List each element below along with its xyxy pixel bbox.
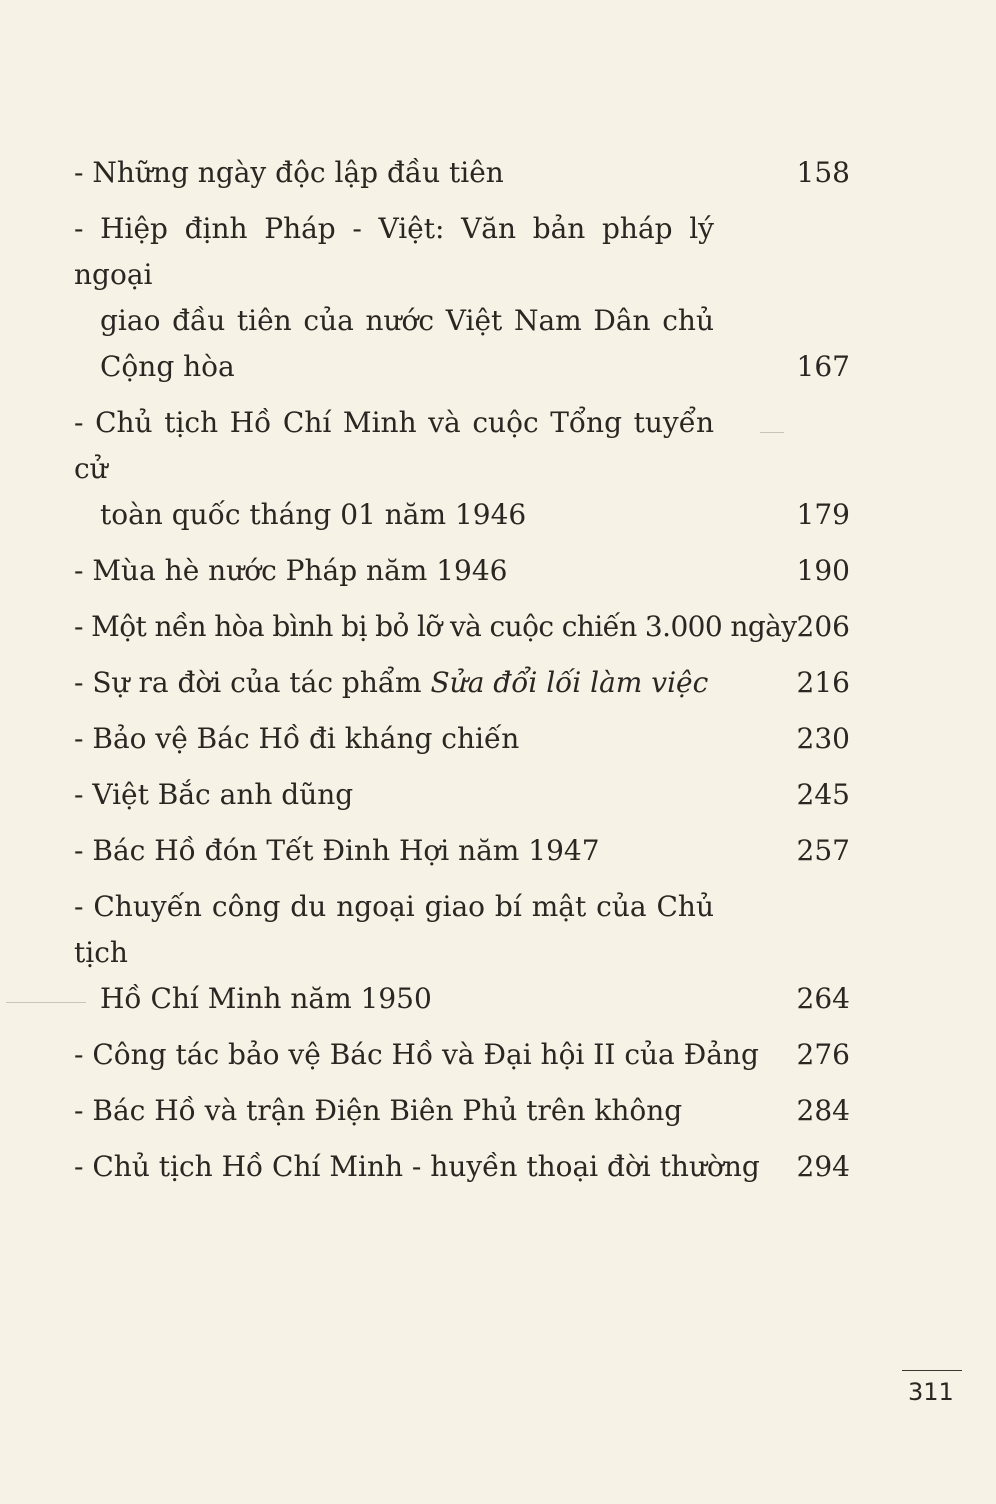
toc-entry: [74, 1032, 850, 1078]
book-title: Sửa đổi lối làm việc: [430, 666, 709, 699]
toc-entry-title: [74, 1144, 774, 1190]
toc-entry: [74, 828, 850, 874]
toc-page-number: 206: [796, 610, 850, 643]
toc-entry-title: [74, 548, 714, 594]
toc-line: - Mùa hè nước Pháp năm 1946: [74, 554, 508, 587]
toc-entry-title: [74, 660, 714, 706]
toc-line: - Bác Hồ và trận Điện Biên Phủ trên không: [74, 1094, 683, 1127]
toc-entry: [74, 1088, 850, 1134]
toc-page-number: 230: [796, 722, 850, 755]
toc-line: - Hiệp định Pháp - Việt: Văn bản pháp lý ngoại: [74, 212, 714, 291]
toc-line: - Chủ tịch Hồ Chí Minh - huyền thoại đời thường: [74, 1150, 760, 1183]
toc-line: - Sự ra đời của tác phẩm Sửa đổi lối làm việc: [74, 666, 709, 699]
toc-line: toàn quốc tháng 01 năm 1946: [100, 498, 527, 531]
toc-line: - Một nền hòa bình bị bỏ lỡ và cuộc chiến 3.000 ngày: [74, 610, 797, 643]
toc-page-number: 264: [796, 982, 850, 1015]
toc-page-number: 216: [796, 666, 850, 699]
toc-line: Hồ Chí Minh năm 1950: [100, 982, 432, 1015]
toc-entry: [74, 716, 850, 762]
toc-entry-title: [74, 772, 714, 818]
toc-page-number: 167: [796, 350, 850, 383]
toc-entry: [74, 400, 850, 538]
toc-line: - Chủ tịch Hồ Chí Minh và cuộc Tổng tuyển cử: [74, 406, 714, 485]
toc-line: - Bác Hồ đón Tết Đinh Hợi năm 1947: [74, 834, 600, 867]
toc-page-number: 158: [796, 156, 850, 189]
toc-page-number: 179: [796, 498, 850, 531]
toc-entry-title: [74, 400, 714, 538]
toc-entry-title-last: [74, 344, 714, 390]
scan-mark: [760, 432, 784, 433]
toc-entry-title: [74, 604, 797, 650]
toc-entry: [74, 1144, 850, 1190]
toc-entry-title: [74, 828, 714, 874]
scan-mark: [6, 1002, 86, 1003]
toc-page-number: 190: [796, 554, 850, 587]
toc-entry: [74, 548, 850, 594]
toc-page-number: 284: [796, 1094, 850, 1127]
toc-entry-title: [74, 1032, 774, 1078]
page-number: 311: [908, 1378, 954, 1406]
toc-entry-title: [74, 884, 714, 1022]
table-of-contents: [74, 150, 850, 1200]
toc-entry: [74, 660, 850, 706]
toc-page-number: 245: [796, 778, 850, 811]
toc-entry: [74, 884, 850, 1022]
toc-entry: [74, 150, 850, 196]
toc-entry-title: [74, 206, 714, 344]
toc-entry-title: [74, 1088, 774, 1134]
toc-entry-title: [74, 716, 714, 762]
toc-entry: [74, 604, 850, 650]
toc-page-number: 257: [796, 834, 850, 867]
toc-line: - Chuyến công du ngoại giao bí mật của Chủ tịch: [74, 890, 714, 969]
toc-entry: [74, 206, 850, 390]
toc-entry-title: [74, 150, 714, 196]
toc-line: - Công tác bảo vệ Bác Hồ và Đại hội II của Đảng: [74, 1038, 759, 1071]
toc-page-number: 294: [796, 1150, 850, 1183]
toc-line: - Những ngày độc lập đầu tiên: [74, 156, 504, 189]
toc-line: - Bảo vệ Bác Hồ đi kháng chiến: [74, 722, 520, 755]
folio-rule: [902, 1370, 962, 1371]
toc-entry: [74, 772, 850, 818]
toc-line: Cộng hòa: [100, 350, 235, 383]
toc-line: giao đầu tiên của nước Việt Nam Dân chủ: [100, 304, 714, 337]
toc-page-number: 276: [796, 1038, 850, 1071]
toc-line: - Việt Bắc anh dũng: [74, 778, 354, 811]
